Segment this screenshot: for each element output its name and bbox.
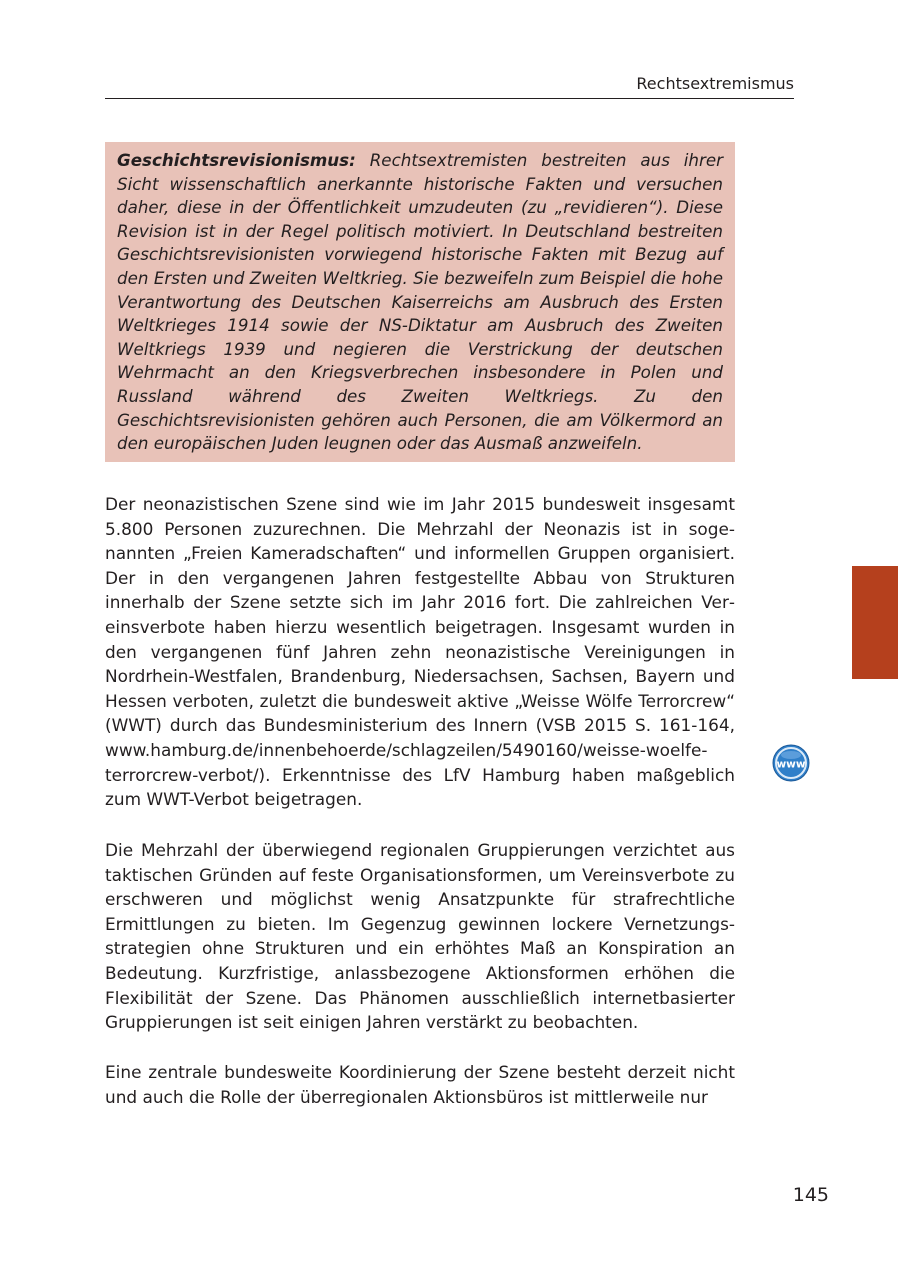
definition-box [105, 142, 735, 462]
definition-term: Geschichtsrevisionismus: [117, 150, 356, 170]
definition-text: Rechtsextremisten bestreiten aus ihrer Sicht wissenschaftlich anerkannte historische Fakten und versuchen daher, diese in der Öffentlichkeit umzudeuten (zu „revidieren“). Diese Revision ist in der Regel politisch motiviert. In Deutschland bestreiten Geschichtsrevisionisten vorwiegend historische Fakten mit Bezug auf den Ersten und Zweiten Weltkrieg. Sie bezweifeln zum Beispiel die hohe Verantwortung des Deutschen Kaiserreichs am Ausbruch des Ersten Weltkrieges 1914 sowie der NS-Diktatur am Ausbruch des Zweiten Weltkriegs 1939 und negieren die Verstrickung der deutschen Wehrmacht an den Kriegsverbrechen insbesondere in Polen und Russland während des Zweiten Weltkriegs. Zu den Geschichtsrevisionisten gehören auch Personen, die am Völkermord an den europäischen Juden leugnen oder das Ausmaß anzweifeln. [117, 150, 723, 454]
chapter-tab-marker [852, 566, 898, 679]
header-rule [105, 98, 794, 99]
running-head: Rechtsextremismus [636, 74, 794, 93]
www-icon [772, 744, 810, 782]
page-number: 145 [792, 1184, 829, 1206]
body-paragraph-2: Die Mehrzahl der überwiegend regionalen Gruppierungen verzichtet aus taktischen Gründen auf feste Organisationsformen, um Vereinsverbote zu erschweren und möglichst wenig Ansatzpunkte für strafrechtliche Ermittlungen zu bieten. Im Gegenzug gewinnen lockere Vernetzungsstrategien ohne Strukturen und ein erhöhtes Maß an Konspiration an Bedeutung. Kurzfristige, anlassbezogene Aktionsformen erhöhen die Flexibilität der Szene. Das Phänomen ausschließlich internetbasierter Gruppierungen ist seit einigen Jahren verstärkt zu beobachten. [105, 840, 735, 1033]
body-paragraph-1: Der neonazistischen Szene sind wie im Jahr 2015 bundesweit insgesamt 5.800 Personen zuzurechnen. Die Mehrzahl der Neonazis ist in sogenannten „Freien Kameradschaften“ und informellen Gruppen organisiert. Der in den vergangenen Jahren festgestellte Abbau von Strukturen innerhalb der Szene setzte sich im Jahr 2016 fort. Die zahlreichen Vereinsverbote haben hierzu wesentlich beigetragen. Insgesamt wurden in den vergangenen fünf Jahren zehn neonazistische Vereinigungen in Nordrhein-Westfalen, Brandenburg, Niedersachsen, Sachsen, Bayern und Hessen verboten, zuletzt die bundesweit aktive „Weisse Wölfe Terrorcrew“ (WWT) durch das Bundesministerium des Innern (VSB 2015 S. 161-164, www.hamburg.de/innenbehoerde/schlagzeilen/5490160/​weisse-woelfe-terrorcrew-verbot/). Erkenntnisse des LfV Hamburg haben maßgeblich zum WWT-Verbot beigetragen. [105, 494, 735, 810]
body-paragraph-3: Eine zentrale bundesweite Koordinierung der Szene besteht derzeit nicht und auch die Rolle der überregionalen Aktionsbüros ist mittlerweile nur [105, 1062, 735, 1107]
www-icon-label: www [776, 758, 806, 771]
